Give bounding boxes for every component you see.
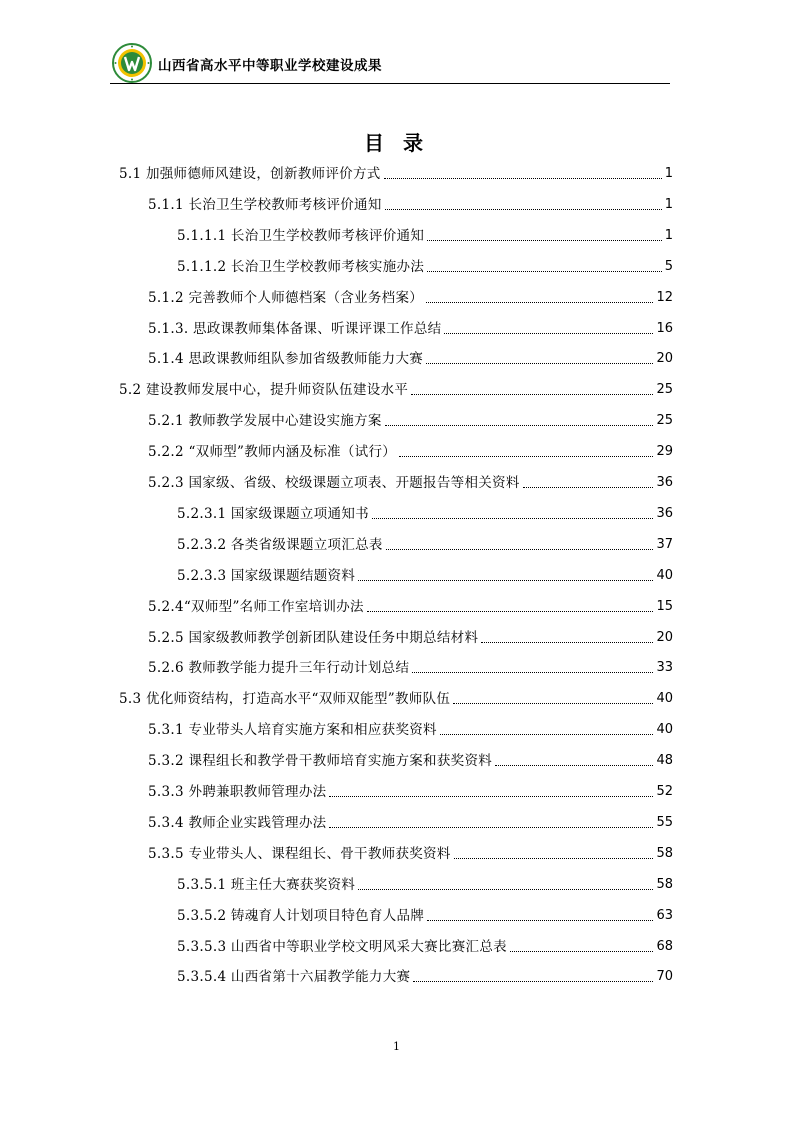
toc-entry-page: 20 [656,629,673,645]
toc-entry-page: 12 [656,289,673,305]
page-header [110,40,670,88]
toc-dot-leader [427,240,662,241]
toc-entry[interactable] [148,810,673,832]
toc-entry[interactable] [148,439,673,461]
toc-entry-label: 5.1.4 思政课教师组队参加省级教师能力大赛 [148,351,424,368]
toc-entry-page: 58 [656,845,673,861]
toc-entry[interactable] [148,192,673,214]
toc-dot-leader [427,920,653,921]
toc-entry-label: 5.1.1.2 长治卫生学校教师考核实施办法 [177,258,425,275]
toc-dot-leader [358,889,653,890]
toc-dot-leader [413,981,653,982]
toc-dot-leader [384,178,662,179]
toc-entry-page: 36 [656,505,673,521]
toc-entry-page: 16 [656,320,673,336]
toc-entry-label: 5.3.5.3 山西省中等职业学校文明风采大赛比赛汇总表 [177,938,507,955]
toc-dot-leader [372,518,654,519]
toc-entry[interactable] [119,377,673,399]
toc-entry-label: 5.2.4“双师型”名师工作室培训办法 [148,598,364,615]
toc-entry-page: 1 [664,166,673,181]
toc-entry[interactable] [148,655,673,677]
toc-entry-label: 5.3.5.1 班主任大赛获奖资料 [177,876,356,893]
toc-dot-leader [481,642,653,643]
toc-entry[interactable] [177,964,673,986]
toc-entry-page: 68 [656,938,673,954]
toc-entry[interactable] [177,532,673,554]
toc-entry[interactable] [148,285,673,307]
toc-entry[interactable] [177,254,673,276]
toc-entry-label: 5.1.1 长治卫生学校教师考核评价通知 [148,196,382,213]
header-title: 山西省高水平中等职业学校建设成果 [158,58,382,74]
toc-entry-page: 1 [664,227,673,243]
toc-entry[interactable] [177,501,673,523]
toc-entry-label: 5.2.2 “双师型”教师内涵及标准（试行） [148,444,397,461]
page-number: 1 [393,1040,400,1053]
toc-dot-leader [385,209,662,210]
toc-entry-label: 5.3.5.2 铸魂育人计划项目特色育人品牌 [177,907,425,924]
toc-entry-label: 5.3.4 教师企业实践管理办法 [148,814,327,831]
toc-entry-page: 58 [656,876,673,892]
toc-entry-label: 5.2 建设教师发展中心，提升师资队伍建设水平 [119,382,409,399]
toc-entry[interactable] [148,717,673,739]
toc-entry-page: 40 [656,722,673,738]
toc-entry-page: 37 [656,536,673,552]
toc-entry-page: 1 [664,196,673,212]
toc-entry-page: 20 [656,351,673,367]
toc-dot-leader [510,951,654,952]
toc-dot-leader [329,827,653,828]
toc-entry[interactable] [177,903,673,925]
toc-entry-label: 5.2.3.2 各类省级课题立项汇总表 [177,536,383,553]
school-emblem-icon [112,43,152,83]
toc-entry[interactable] [119,686,673,708]
toc-entry-page: 33 [656,660,673,676]
toc-dot-leader [329,796,653,797]
toc-dot-leader [444,333,653,334]
toc-entry-label: 5.1.3. 思政课教师集体备课、听课评课工作总结 [148,320,442,337]
toc-entry-page: 29 [656,444,673,460]
toc-entry-page: 5 [664,258,673,274]
toc-entry[interactable] [148,408,673,430]
toc-dot-leader [399,456,653,457]
toc-entry-page: 48 [656,753,673,769]
toc-entry-label: 5.3 优化师资结构，打造高水平“双师双能型”教师队伍 [119,691,451,708]
toc-entry-page: 70 [656,969,673,985]
toc-entry-page: 52 [656,784,673,799]
toc-dot-leader [412,672,653,673]
toc-entry[interactable] [119,161,673,183]
toc-entry-page: 40 [656,567,673,583]
toc-entry[interactable] [148,470,673,492]
toc-dot-leader [453,703,653,704]
toc-entry-label: 5.1.1.1 长治卫生学校教师考核评价通知 [177,227,425,244]
toc-entry-label: 5.2.3.3 国家级课题结题资料 [177,567,356,584]
toc-entry[interactable] [177,872,673,894]
toc-entry-page: 36 [656,475,673,490]
toc-entry-page: 25 [656,413,673,429]
toc-dot-leader [411,394,653,395]
toc-entry-page: 63 [656,907,673,923]
toc-entry-label: 5.1.2 完善教师个人师德档案（含业务档案） [148,289,424,306]
toc-dot-leader [454,858,654,859]
toc-dot-leader [386,549,654,550]
toc-dot-leader [426,302,653,303]
toc-entry-label: 5.1 加强师德师风建设，创新教师评价方式 [119,166,381,182]
toc-entry-label: 5.2.6 教师教学能力提升三年行动计划总结 [148,660,410,677]
toc-entry[interactable] [177,934,673,956]
toc-dot-leader [367,611,654,612]
toc-entry[interactable] [148,316,673,338]
toc-entry-page: 40 [656,691,673,707]
toc-title: 目 录 [364,131,429,155]
header-divider [110,83,670,84]
toc-entry-label: 5.2.5 国家级教师教学创新团队建设任务中期总结材料 [148,629,479,646]
toc-entry[interactable] [148,346,673,368]
toc-entry-page: 55 [656,814,673,830]
toc-entry-page: 15 [656,598,673,614]
toc-dot-leader [385,425,654,426]
toc-dot-leader [426,363,653,364]
toc-dot-leader [427,271,662,272]
toc-dot-leader [495,765,653,766]
toc-dot-leader [523,487,654,488]
toc-entry[interactable] [177,223,673,245]
toc-dot-leader [358,580,653,581]
toc-entry-label: 5.3.3 外聘兼职教师管理办法 [148,784,327,800]
toc-entry[interactable] [148,594,673,616]
toc-entry-label: 5.2.1 教师教学发展中心建设实施方案 [148,413,382,430]
toc-entry-label: 5.2.3.1 国家级课题立项通知书 [177,505,369,522]
toc-entry-page: 25 [656,382,673,398]
toc-entry-label: 5.2.3 国家级、省级、校级课题立项表、开题报告等相关资料 [148,475,520,491]
toc-entry-label: 5.3.1 专业带头人培育实施方案和相应获奖资料 [148,722,437,739]
toc-entry[interactable] [148,841,673,863]
toc-entry-label: 5.3.2 课程组长和教学骨干教师培育实施方案和获奖资料 [148,753,493,770]
toc-entry[interactable] [148,625,673,647]
toc-dot-leader [440,734,654,735]
toc-entry[interactable] [148,748,673,770]
toc-entry[interactable] [177,563,673,585]
toc-entry-label: 5.3.5 专业带头人、课程组长、骨干教师获奖资料 [148,845,451,862]
toc-entry[interactable] [148,779,673,801]
toc-entry-label: 5.3.5.4 山西省第十六届教学能力大赛 [177,969,411,986]
